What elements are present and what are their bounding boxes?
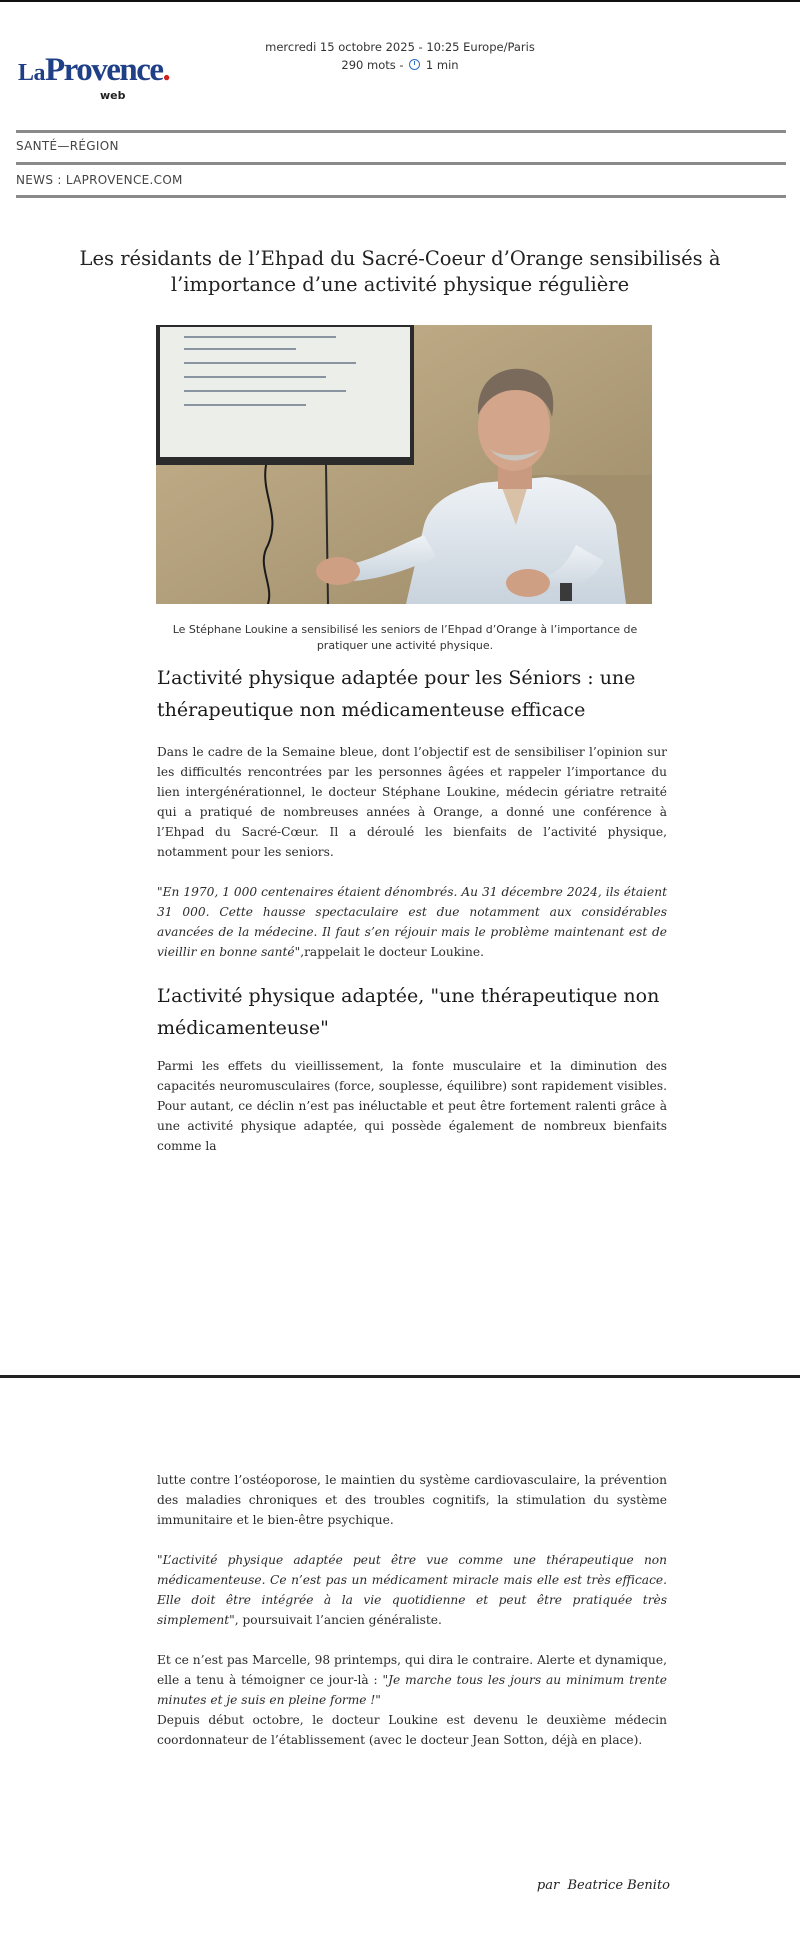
quote-attribution-1: ,rappelait le docteur Loukine.	[300, 945, 484, 959]
reading-info	[200, 56, 600, 74]
logo-dot: .	[162, 52, 170, 88]
paragraph-5-intro: Et ce n’est pas Marcelle, 98 printemps, qui dira le contraire. Alerte et dynamique, elle a tenu à témoigner ce jour-là :	[157, 1653, 667, 1687]
paragraph-4	[157, 1550, 667, 1630]
clock-icon	[409, 59, 420, 70]
divider	[16, 130, 786, 133]
resident-quote: "Je marche tous les jours au minimum trente minutes et je suis en pleine forme !"	[157, 1673, 667, 1707]
section-heading-2: L’activité physique adaptée, "une thérapeutique non médicamenteuse"	[157, 985, 660, 1039]
la-provence-logo[interactable]	[18, 54, 218, 102]
article-photo	[156, 325, 652, 604]
paragraph-2	[157, 882, 667, 962]
byline	[470, 1878, 670, 1893]
paragraph-3: Parmi les effets du vieillissement, la fonte musculaire et la diminution des capacités neuromusculaires (force, souplesse, équilibre) sont rapidement visibles. Pour autant, ce déclin n’est pas inéluctable et peut être fortement ralenti grâce à une activité physique adaptée, qui possède également de nombreux bienfaits comme la	[157, 1059, 667, 1153]
byline-prefix: par	[536, 1878, 560, 1893]
author-name: Beatrice Benito	[567, 1878, 670, 1893]
section-label: SANTÉ—RÉGION	[16, 139, 119, 153]
word-count: 290 mots -	[341, 58, 404, 72]
logo-subtitle: web	[100, 89, 126, 102]
article-title: Les résidants de l’Ehpad du Sacré-Coeur d’Orange sensibilisés à l’importance d’une activité physique régulière	[79, 247, 721, 296]
paragraph-3-continued: lutte contre l’ostéoporose, le maintien du système cardiovasculaire, la prévention des maladies chroniques et des troubles cognitifs, la stimulation du système immunitaire et le bien-être psychique.	[157, 1473, 667, 1527]
logo-wordmark: Provence	[45, 52, 163, 88]
paragraph-1: Dans le cadre de la Semaine bleue, dont l’objectif est de sensibiliser l’opinion sur les difficultés rencontrées par les personnes âgées et rappeler l’importance du lien intergénérationnel, le docteur Stéphane Loukine, médecin gériatre retraité qui a pratiqué de nombreuses années à Orange, a donné une conférence à l’Ehpad du Sacré-Cœur. Il a déroulé les bienfaits de l’activité physique, notamment pour les seniors.	[157, 745, 667, 859]
source-label: NEWS : LAPROVENCE.COM	[16, 173, 183, 187]
article-meta	[200, 38, 600, 74]
quote-attribution-2: , poursuivait l’ancien généraliste.	[234, 1613, 442, 1627]
logo-prefix: La	[18, 60, 46, 86]
doctor-quote-2: "L’activité physique adaptée peut être vue comme une thérapeutique non médicamenteuse. Ce n’est pas un médicament miracle mais elle est très efficace. Elle doit être intégrée à la vie quotidienne et peut être pratiquée très simplement"	[157, 1553, 667, 1627]
paragraph-5	[157, 1650, 667, 1750]
article-body-part1	[157, 662, 667, 1156]
doctor-quote-1: "En 1970, 1 000 centenaires étaient dénombrés. Au 31 décembre 2024, ils étaient 31 000. Cette hausse spectaculaire est due notamment aux considérables avancées de la médecine. Il faut s’en réjouir mais le problème maintenant est de vieillir en bonne santé"	[157, 885, 667, 959]
divider	[16, 162, 786, 165]
reading-time: 1 min	[425, 58, 459, 72]
divider	[16, 195, 786, 198]
section-heading-1: L’activité physique adaptée pour les Séniors : une thérapeutique non médicamenteuse efficace	[157, 667, 636, 721]
conference-photo	[156, 325, 652, 604]
page-two	[0, 1378, 800, 1934]
publication-date: mercredi 15 octobre 2025 - 10:25 Europe/Paris	[265, 40, 535, 54]
article-body-part2	[157, 1470, 667, 1750]
photo-caption: Le Stéphane Loukine a sensibilisé les seniors de l’Ehpad d’Orange à l’importance de pratiquer une activité physique.	[172, 623, 638, 652]
paragraph-5-end: Depuis début octobre, le docteur Loukine est devenu le deuxième médecin coordonnateur de l’établissement (avec le docteur Jean Sotton, déjà en place).	[157, 1713, 667, 1747]
